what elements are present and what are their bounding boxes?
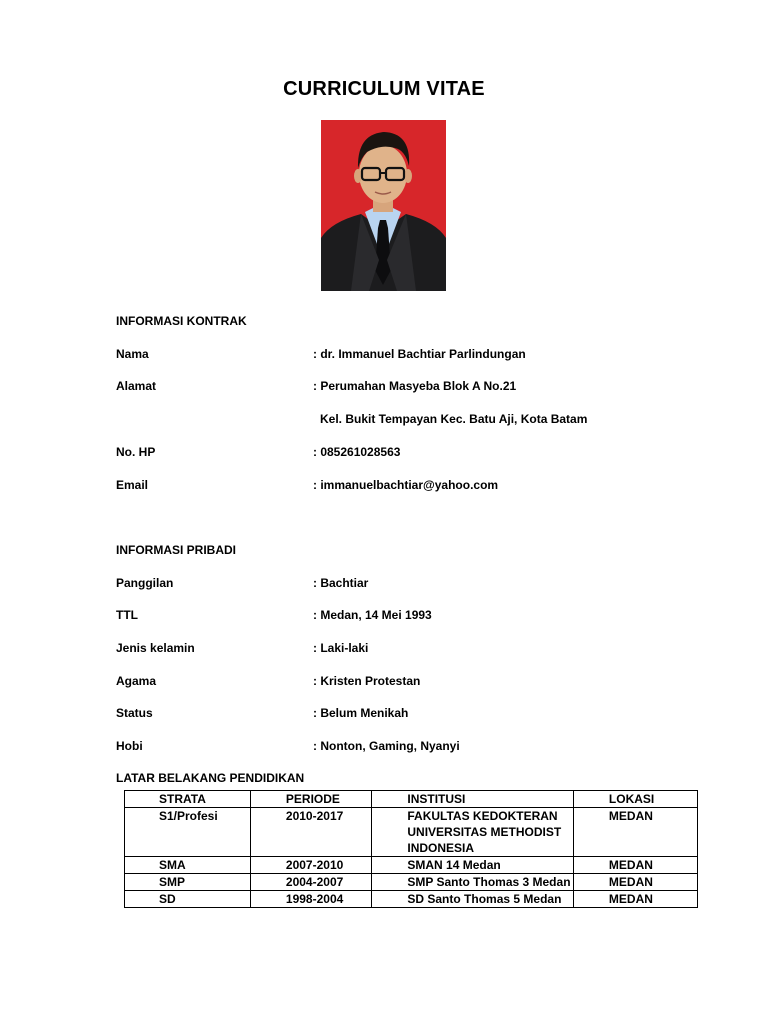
field-label: Hobi [116, 739, 143, 753]
education-table [124, 790, 698, 908]
cell-strata: SD [125, 891, 251, 908]
table-header-row [125, 791, 698, 808]
field-value: : immanuelbachtiar@yahoo.com [313, 478, 499, 492]
cell-periode: 1998-2004 [250, 891, 371, 908]
cell-institusi: SMAN 14 Medan [372, 857, 574, 874]
field-label: Agama [116, 674, 157, 688]
field-value: : Perumahan Masyeba Blok A No.21 [313, 379, 517, 393]
address-line-2: Kel. Bukit Tempayan Kec. Batu Aji, Kota Batam [320, 412, 588, 426]
cell-strata: S1/Profesi [125, 808, 251, 857]
section-heading-contact: INFORMASI KONTRAK [116, 314, 247, 328]
table-row [125, 891, 698, 908]
cell-periode: 2007-2010 [250, 857, 371, 874]
field-label: Email [116, 478, 149, 492]
field-value: : dr. Immanuel Bachtiar Parlindungan [313, 347, 526, 361]
table-row [125, 808, 698, 857]
table-row [125, 874, 698, 891]
field-value: : 085261028563 [313, 445, 401, 459]
field-value: : Nonton, Gaming, Nyanyi [313, 739, 460, 753]
cell-lokasi: MEDAN [573, 874, 697, 891]
field-label: Jenis kelamin [116, 641, 195, 655]
profile-photo [321, 120, 446, 291]
field-label: No. HP [116, 445, 156, 459]
field-label: Alamat [116, 379, 157, 393]
cell-lokasi: MEDAN [573, 891, 697, 908]
cell-institusi: SMP Santo Thomas 3 Medan [372, 874, 574, 891]
cell-strata: SMP [125, 874, 251, 891]
column-header-lokasi: LOKASI [573, 791, 697, 808]
field-value: : Laki-laki [313, 641, 369, 655]
column-header-strata: STRATA [125, 791, 251, 808]
section-heading-personal: INFORMASI PRIBADI [116, 543, 236, 557]
field-value: : Bachtiar [313, 576, 369, 590]
section-heading-education: LATAR BELAKANG PENDIDIKAN [116, 771, 305, 785]
field-label: TTL [116, 608, 138, 622]
field-value: : Kristen Protestan [313, 674, 421, 688]
cell-institusi: SD Santo Thomas 5 Medan [372, 891, 574, 908]
table-row [125, 857, 698, 874]
field-label: Panggilan [116, 576, 174, 590]
field-label: Nama [116, 347, 149, 361]
cell-periode: 2004-2007 [250, 874, 371, 891]
field-value: : Belum Menikah [313, 706, 409, 720]
field-label: Status [116, 706, 153, 720]
column-header-institusi: INSTITUSI [372, 791, 574, 808]
cell-institusi: FAKULTAS KEDOKTERAN UNIVERSITAS METHODIST INDONESIA [372, 808, 574, 857]
cell-strata: SMA [125, 857, 251, 874]
column-header-periode: PERIODE [250, 791, 371, 808]
cell-lokasi: MEDAN [573, 857, 697, 874]
cell-lokasi: MEDAN [573, 808, 697, 857]
cell-periode: 2010-2017 [250, 808, 371, 857]
field-value: : Medan, 14 Mei 1993 [313, 608, 432, 622]
page-title: CURRICULUM VITAE [283, 78, 485, 100]
